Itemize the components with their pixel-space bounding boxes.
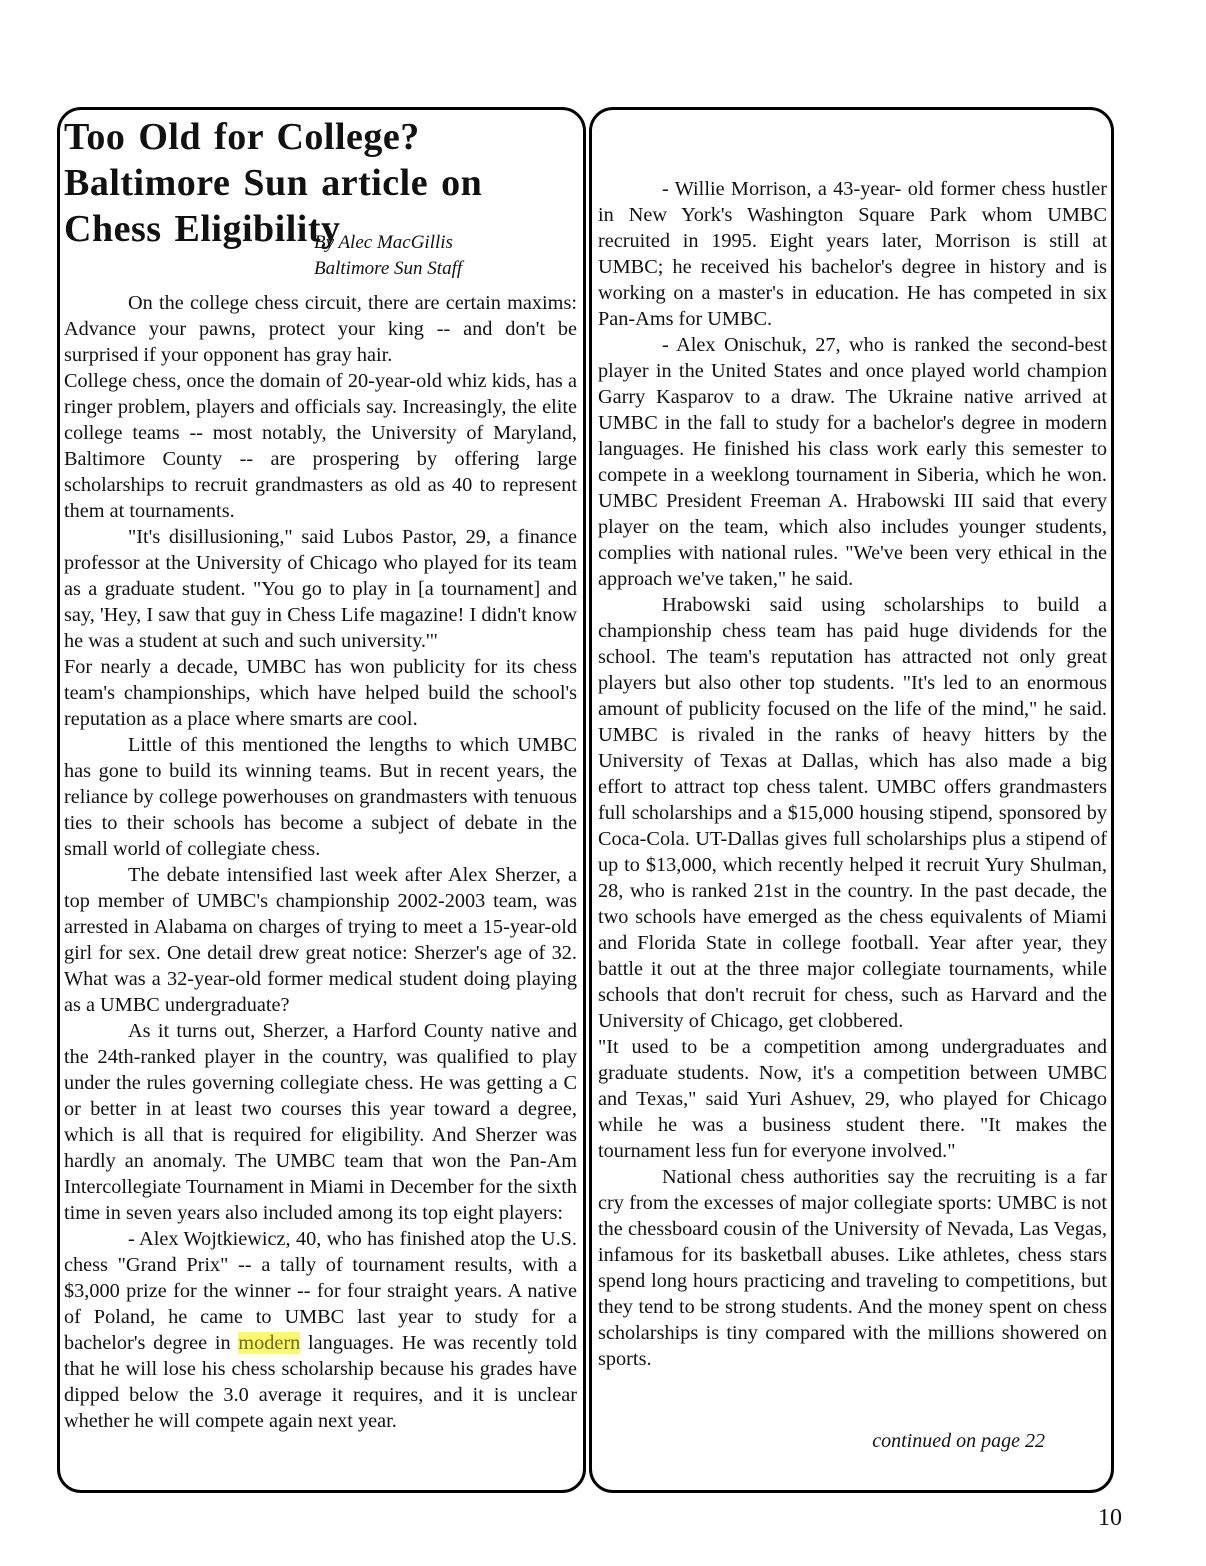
article-paragraph: Little of this mentioned the lengths to which UMBC has gone to build its winning teams. But in recent years, the reliance by college powerhouses on grandmasters with tenuous ties to their schools has become a subject of debate in the small world of collegiate chess. [64,734,577,860]
title-line-2: Baltimore Sun article on [64,162,483,204]
article-paragraph: "It used to be a competition among undergraduates and graduate students. Now, it's a competition between UMBC and Texas," said Yuri Ashuev, 29, who played for Chicago while he was a business student there. "It makes the tournament less fun for everyone involved." [598,1036,1107,1162]
article-paragraph: The debate intensified last week after Alex Sherzer, a top member of UMBC's championship 2002-2003 team, was arrested in Alabama on charges of trying to meet a 15-year-old girl for sex. One detail drew great notice: Sherzer's age of 32. What was a 32-year-old former medical student doing playing as a UMBC undergraduate? [64,864,577,1016]
article-paragraph: On the college chess circuit, there are certain maxims: Advance your pawns, protect your king -- and don't be surprised if your opponent has gray hair. [64,292,577,366]
title-line-1: Too Old for College? [64,116,420,158]
article-column-left [57,107,586,1493]
article-paragraph: As it turns out, Sherzer, a Harford County native and the 24th-ranked player in the country, was qualified to play under the rules governing collegiate chess. He was getting a C or better in at least two courses this year toward a degree, which is all that is required for eligibility. And Sherzer was hardly an anomaly. The UMBC team that won the Pan-Am Intercollegiate Tournament in Miami in December for the sixth time in seven years also included among its top eight players: [64,1020,577,1224]
article-paragraph: "It's disillusioning," said Lubos Pastor, 29, a finance professor at the University of Chicago who played for its team as a graduate student. "You go to play in [a tournament] and say, 'Hey, I saw that guy in Chess Life magazine! I didn't know he was a student at such and such university.'" [64,526,577,652]
article-paragraph: College chess, once the domain of 20-year-old whiz kids, has a ringer problem, players and officials say. Increasingly, the elite college teams -- most notably, the University of Maryland, Baltimore County -- are prospering by offering large scholarships to recruit grandmasters as old as 40 to represent them at tournaments. [64,370,577,522]
byline [314,230,577,282]
title-line-3: Chess Eligibility [64,208,341,250]
byline-affiliation: Baltimore Sun Staff [314,258,463,279]
paragraph-text-before-highlight: - Alex Wojtkiewicz, 40, who has finished atop the U.S. chess "Grand Prix" -- a tally of tournament results, with a $3,000 prize for the winner -- for four straight years. A native of Poland, he came to UMBC last year to study for a bachelor's degree in [64,1228,577,1354]
byline-author: By Alec MacGillis [314,232,453,253]
article-paragraph: For nearly a decade, UMBC has won publicity for its chess team's championships, which have helped build the school's reputation as a place where smarts are cool. [64,656,577,730]
page-number: 10 [1098,1505,1122,1531]
article-column-right [589,107,1114,1493]
continued-on-page-note: continued on page 22 [872,1430,1045,1452]
paragraph-text-after-highlight: languages. He was recently told that he will lose his chess scholarship because his grades have dipped below the 3.0 average it requires, and it is unclear whether he will compete again next year. [64,1332,577,1432]
article-paragraph-with-highlight [64,1226,577,1434]
article-paragraph: - Willie Morrison, a 43-year- old former chess hustler in New York's Washington Square Park whom UMBC recruited in 1995. Eight years later, Morrison is still at UMBC; he received his bachelor's degree in history and is working on a master's in education. He has competed in six Pan-Ams for UMBC. [598,178,1107,330]
article-paragraph: - Alex Onischuk, 27, who is ranked the second-best player in the United States and once played world champion Garry Kasparov to a draw. The Ukraine native arrived at UMBC in the fall to study for a bachelor's degree in modern languages. He finished his class work early this semester to compete in a weeklong tournament in Siberia, which he won. UMBC President Freeman A. Hrabowski III said that every player on the team, which also includes younger students, complies with national rules. "We've been very ethical in the approach we've taken," he said. [598,334,1107,590]
article-paragraph: National chess authorities say the recruiting is a far cry from the excesses of major collegiate sports: UMBC is not the chessboard cousin of the University of Nevada, Las Vegas, infamous for its basketball abuses. Like athletes, chess stars spend long hours practicing and traveling to competitions, but they tend to be strong students. And the money spent on chess scholarships is tiny compared with the millions showered on sports. [598,1166,1107,1370]
article-paragraph: Hrabowski said using scholarships to build a championship chess team has paid huge dividends for the school. The team's reputation has attracted not only great players but also other top students. "It's led to an enormous amount of publicity focused on the life of the mind," he said. UMBC is rivaled in the ranks of heavy hitters by the University of Texas at Dallas, which has also made a big effort to attract top chess talent. UMBC offers grandmasters full scholarships and a $15,000 housing stipend, sponsored by Coca-Cola. UT-Dallas gives full scholarships plus a stipend of up to $13,000, which recently helped it recruit Yury Shulman, 28, who is ranked 21st in the country. In the past decade, the two schools have emerged as the chess equivalents of Miami and Florida State in college football. Year after year, they battle it out at the three major collegiate tournaments, while schools that don't recruit for chess, such as Harvard and the University of Chicago, get clobbered. [598,594,1107,1032]
search-highlight: modern [238,1332,301,1354]
